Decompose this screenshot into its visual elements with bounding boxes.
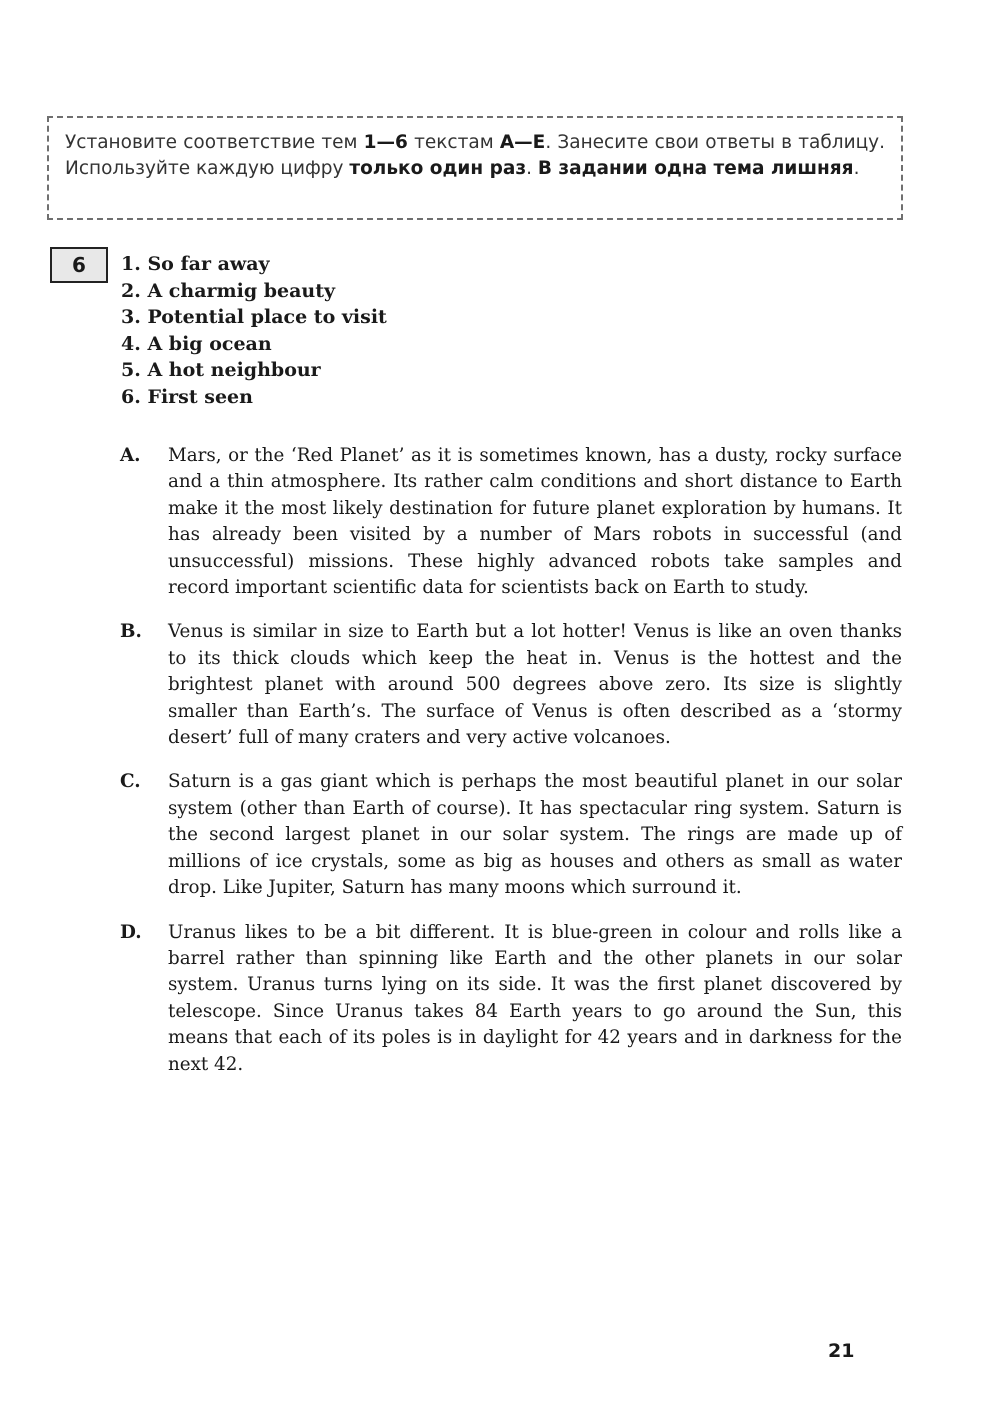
text-item-c: [120, 769, 902, 901]
text-letter: C.: [120, 771, 141, 793]
task-number-badge: 6: [50, 247, 108, 283]
topic-item: 4. A big ocean: [121, 332, 272, 355]
text-body: Venus is similar in size to Earth but a lot hotter! Venus is like an oven thanks to its thick clouds which keep the heat in. Venus is the hottest and the brightest planet with around 500 degrees above zero. Its size is slightly smaller than Earth’s. The surface of Venus is often described as a ‘stormy desert’ full of many craters and very active volcanoes.: [168, 621, 902, 749]
instruction-text: Установите соответствие тем: [65, 132, 364, 153]
instruction-text: .: [853, 158, 860, 179]
instruction-box: [47, 116, 903, 220]
instruction-text: .: [526, 158, 538, 179]
topic-item: 5. A hot neighbour: [121, 359, 321, 381]
text-item-d: [120, 920, 902, 1078]
topic-item: 2. A charmig beauty: [121, 279, 336, 302]
text-body: Mars, or the ‘Red Planet’ as it is sometimes known, has a dusty, rocky surface and a thin atmosphere. Its rather calm conditions and short distance to Earth make it the most likely destination for future planet exploration by humans. It has already been visited by a number of Mars robots in successful (and unsuccessful) missions. These highly advanced robots take samples and record important scientific data for scientists back on Earth to study.: [168, 445, 902, 599]
topic-item: 3. Potential place to visit: [121, 306, 387, 328]
topics-list: [121, 251, 387, 410]
instruction-text: . Занесите свои ответы в таблицу. Используйте каждую цифру: [65, 132, 886, 179]
text-body: Uranus likes to be a bit different. It is blue-green in colour and rolls like a barrel rather than spinning like Earth and the other planets in our solar system. Uranus turns lying on its side. It was the first planet discovered by telescope. Since Uranus takes 84 Earth years to go around the Sun, this means that each of its poles is in daylight for 42 years and in darkness for the next 42.: [168, 921, 902, 1075]
page-number: 21: [828, 1340, 855, 1362]
topic-item: 1. So far away: [121, 253, 270, 275]
instruction-text: текстам: [407, 132, 500, 153]
text-body: Saturn is a gas giant which is perhaps the most beautiful planet in our solar system (other than Earth of course). It has spectacular ring system. Saturn is the second largest planet in our solar system. The rings are made up of millions of ice crystals, some as big as houses and others as small as water drop. Like Jupiter, Saturn has many moons which surround it.: [168, 771, 902, 899]
text-letter: A.: [120, 445, 141, 466]
texts-section: [120, 443, 902, 1096]
instruction-bold-topics-range: 1—6: [363, 132, 408, 153]
text-item-b: [120, 619, 902, 751]
text-letter: D.: [120, 921, 142, 943]
instruction-bold-texts-range: А—Е: [499, 132, 546, 153]
topic-item: 6. First seen: [121, 385, 253, 408]
text-item-a: [120, 443, 902, 601]
instruction-bold-once: только один раз: [349, 158, 527, 179]
text-letter: B.: [120, 621, 142, 643]
instruction-bold-extra-topic: В задании одна тема лишняя: [537, 158, 854, 179]
